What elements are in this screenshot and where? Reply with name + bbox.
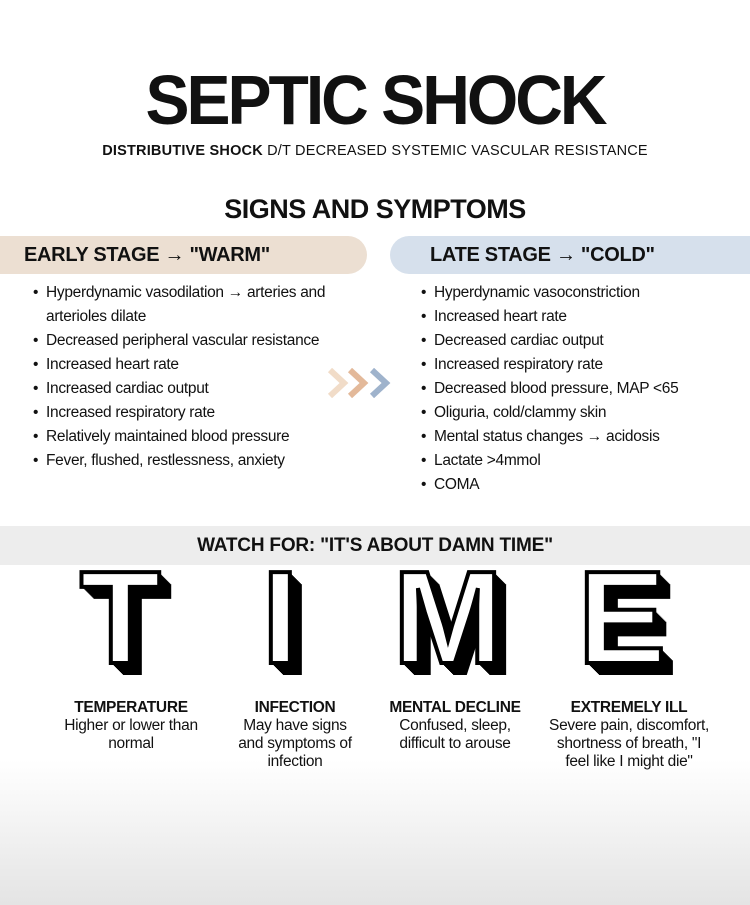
list-item: • Relatively maintained blood pressure: [33, 425, 353, 449]
time-title: INFECTION: [254, 699, 336, 716]
chevron-2: [350, 370, 364, 396]
time-desc: May have signs and symptoms of infection: [238, 717, 352, 770]
early-stage-list: [33, 281, 353, 473]
list-item: • Fever, flushed, restlessness, anxiety: [33, 449, 353, 473]
chevron-3: [372, 370, 386, 396]
late-stage-list: [421, 281, 741, 497]
watch-for-banner: WATCH FOR: "IT'S ABOUT DAMN TIME": [0, 526, 750, 565]
early-stage-header: EARLY STAGE → "WARM": [0, 236, 367, 274]
list-item: • Increased heart rate: [33, 353, 353, 377]
list-item: • Increased respiratory rate: [421, 353, 741, 377]
subtitle-bold: DISTRIBUTIVE SHOCK: [102, 143, 263, 159]
list-item: • Increased heart rate: [421, 305, 741, 329]
list-item: • Decreased cardiac output: [421, 329, 741, 353]
time-extremely-ill: [544, 699, 714, 771]
section-heading: SIGNS AND SYMPTOMS: [224, 194, 526, 224]
chevron-1: [330, 370, 344, 396]
list-item: • Hyperdynamic vasodilation → arteries and arterioles dilate: [33, 281, 353, 329]
chevron-arrows-icon: [328, 368, 394, 398]
time-title: EXTREMELY ILL: [570, 699, 688, 716]
list-item: • Decreased peripheral vascular resistance: [33, 329, 353, 353]
time-infection: [210, 699, 380, 771]
time-temperature: [46, 699, 216, 753]
list-item: • Increased cardiac output: [33, 377, 353, 401]
time-desc: Confused, sleep, difficult to arouse: [399, 717, 511, 752]
subtitle: [0, 143, 750, 159]
page-title: SEPTIC SHOCK: [145, 61, 605, 139]
list-item: • Mental status changes → acidosis: [421, 425, 741, 449]
time-desc: Higher or lower than normal: [64, 717, 198, 752]
letter-t: T: [80, 544, 161, 691]
subtitle-rest: D/T DECREASED SYSTEMIC VASCULAR RESISTANCE: [262, 143, 648, 159]
letter-m: M: [393, 544, 503, 691]
letter-i: I: [262, 544, 299, 691]
list-item: • Decreased blood pressure, MAP <65: [421, 377, 741, 401]
letter-e: E: [578, 544, 667, 691]
time-mental-decline: [370, 699, 540, 753]
list-item: • Increased respiratory rate: [33, 401, 353, 425]
late-stage-header: LATE STAGE → "COLD": [390, 236, 750, 274]
list-item: • Hyperdynamic vasoconstriction: [421, 281, 741, 305]
list-item: • Oliguria, cold/clammy skin: [421, 401, 741, 425]
time-title: MENTAL DECLINE: [389, 699, 521, 716]
time-title: TEMPERATURE: [74, 699, 188, 716]
time-desc: Severe pain, discomfort, shortness of breath, "I feel like I might die": [549, 717, 709, 770]
list-item: • Lactate >4mmol: [421, 449, 741, 473]
list-item: • COMA: [421, 473, 741, 497]
